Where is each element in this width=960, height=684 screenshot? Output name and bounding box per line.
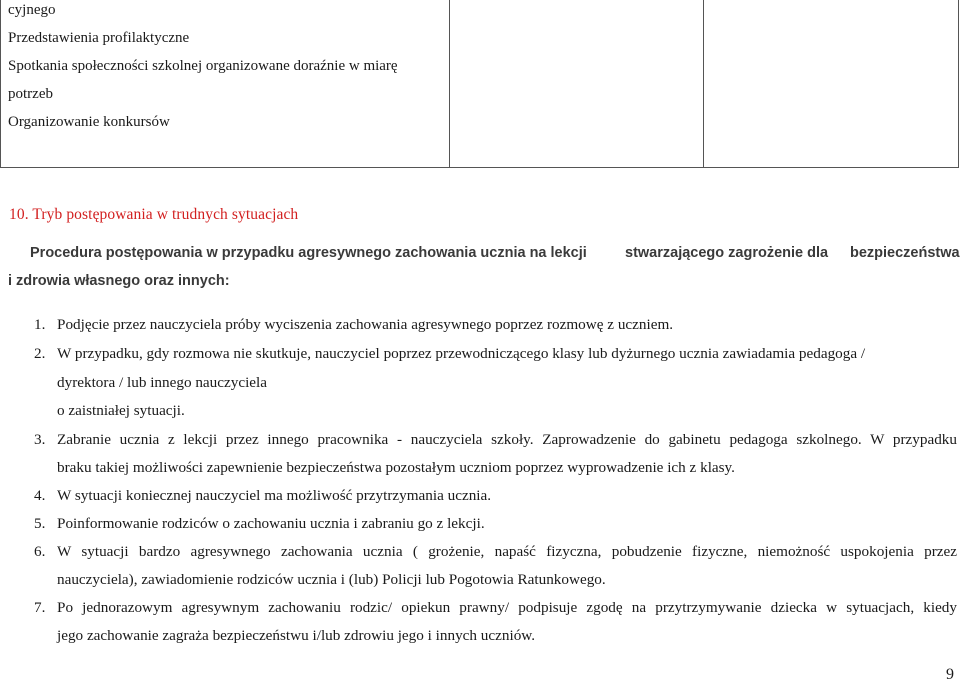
page-number: 9 [946,666,954,683]
intro-part-b: stwarzającego zagrożenie dla [625,245,829,261]
list-item-text: Po jednorazowym agresywnym zachowaniu rodzic/ opiekun prawny/ podpisuje zgodę na przytrzymywanie dziecka w sytuacjach, kiedy [57,599,957,616]
list-number: 7. [34,599,46,616]
list-item-text: W sytuacji koniecznej nauczyciel ma możliwość przytrzymania ucznia. [57,487,492,504]
table-border-right [958,0,959,168]
activities-table [0,0,959,167]
list-item-text: W przypadku, gdy rozmowa nie skutkuje, nauczyciel poprzez przewodniczącego klasy lub dyżurnego ucznia zawiadamia pedagoga / [57,345,866,362]
list-item-text: braku takiej możliwości zapewnienie bezpieczeństwa pozostałym uczniom poprzez wyprowadzenie ich z klasy. [57,459,735,476]
intro-part-c: bezpieczeństwa [850,245,960,261]
table-cell-line: cyjnego [8,2,56,18]
list-item-text: Poinformowanie rodziców o zachowaniu ucznia i zabraniu go z lekcji. [57,515,485,532]
intro-part-a: Procedura postępowania w przypadku agresywnego zachowania ucznia na lekcji [30,245,587,261]
list-item-text: Podjęcie przez nauczyciela próby wyciszenia zachowania agresywnego poprzez rozmowę z uczniem. [57,316,674,333]
table-cell-line: Organizowanie konkursów [8,114,170,130]
list-number: 6. [34,543,46,560]
list-item-text: dyrektora / lub innego nauczyciela [57,374,268,391]
list-item-text: jego zachowanie zagraża bezpieczeństwu i/lub zdrowiu jego i innych uczniów. [57,627,536,644]
table-border-col2 [703,0,704,168]
list-number: 1. [34,316,46,333]
list-item-text: o zaistniałej sytuacji. [57,402,185,419]
intro-line-2: i zdrowia własnego oraz innych: [8,273,230,289]
table-border-left [0,0,1,168]
list-number: 2. [34,345,46,362]
list-item-text: Zabranie ucznia z lekcji przez innego pracownika - nauczyciela szkoły. Zaprowadzenie do gabinetu pedagoga szkolnego. W przypadku [57,431,957,448]
table-border-bottom [0,167,959,168]
table-cell-line: Przedstawienia profilaktyczne [8,30,190,46]
table-border-col1 [449,0,450,168]
list-number: 5. [34,515,46,532]
list-number: 4. [34,487,46,504]
list-item-text: W sytuacji bardzo agresywnego zachowania ucznia ( grożenie, napaść fizyczna, pobudzenie fizyczne, niemożność uspokojenia przez [57,543,957,560]
table-cell-line: potrzeb [8,86,53,102]
table-cell-line: Spotkania społeczności szkolnej organizowane doraźnie w miarę [8,58,398,74]
list-number: 3. [34,431,46,448]
section-heading: 10. Tryb postępowania w trudnych sytuacjach [9,206,299,223]
list-item-text: nauczyciela), zawiadomienie rodziców ucznia i (lub) Policji lub Pogotowia Ratunkowego. [57,571,606,588]
